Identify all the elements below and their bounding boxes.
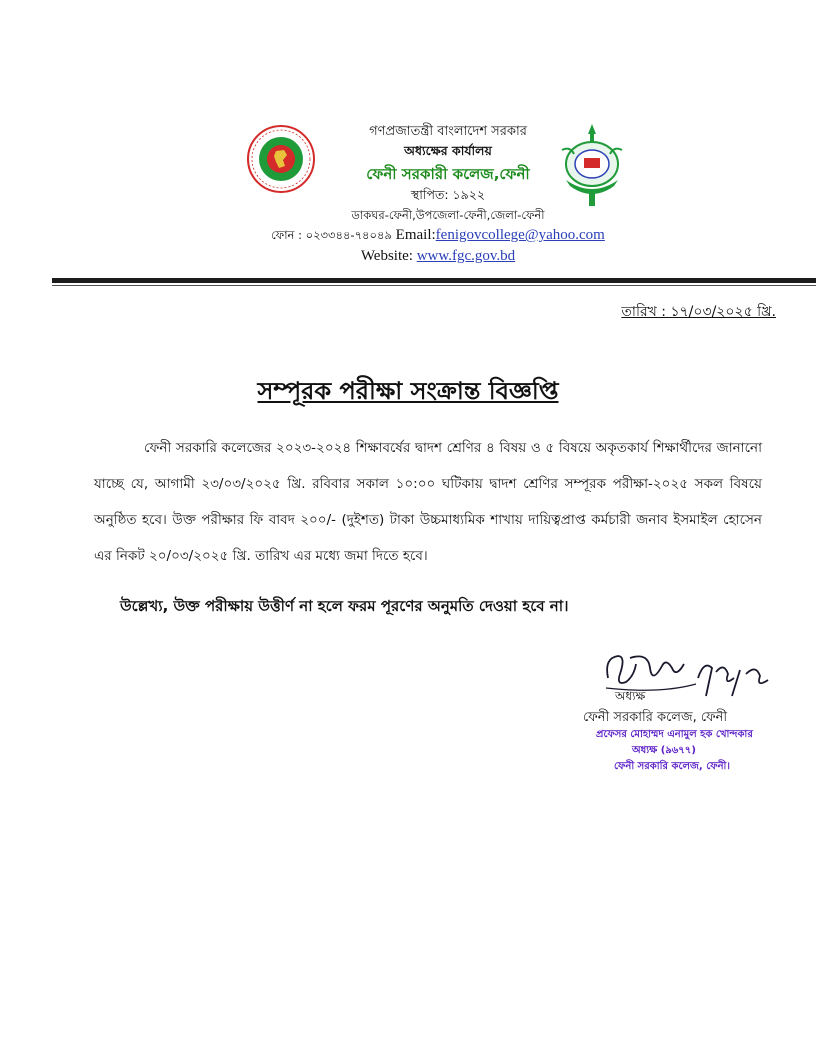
email-link[interactable]: fenigovcollege@yahoo.com [435,227,605,243]
notice-body: ফেনী সরকারি কলেজের ২০২৩-২০২৪ শিক্ষাবর্ষের দ্বাদশ শ্রেণির ৪ বিষয় ও ৫ বিষয়ে অকৃতকার্য শিক্ষার্থীদের জানানো যাচ্ছে যে, আগামী ২৩/০৩/২০২৫ খ্রি. রবিবার সকাল ১০:০০ ঘটিকায় দ্বাদশ শ্রেণির সম্পূরক পরীক্ষা-২০২৫ সকল বিষয়ে অনুষ্ঠিত হবে। উক্ত পরীক্ষার ফি বাবদ ২০০/- (দুইশত) টাকা উচ্চমাধ্যমিক শাখায় দায়িত্বপ্রাপ্ত কর্মচারী জনাব ইসমাইল হোসেন এর নিকট ২০/০৩/২০২৫ খ্রি. তারিখ এর মধ্যে জমা দিতে হবে। [94,440,762,564]
phone-number: ফোন : ০২৩৩৪৪-৭৪০৪৯ [271,228,392,242]
college-name: ফেনী সরকারী কলেজ,ফেনী [366,165,530,183]
notice-note: উল্লেখ্য, উক্ত পরীক্ষায় উত্তীর্ণ না হলে ফরম পূরণের অনুমতি দেওয়া হবে না। [120,597,569,615]
stamp-name: প্রফেসর মোহাম্মদ এনামুল হক খোন্দকার [596,729,753,740]
notice-title [0,373,816,413]
header-divider-thin [52,285,816,286]
stamp-college: ফেনী সরকারি কলেজ, ফেনী। [614,761,730,772]
contact-line [30,227,816,246]
office-name: অধ্যক্ষের কার্যালয় [404,143,492,158]
header-divider-thick [52,278,816,283]
signature-designation: অধ্যক্ষ [615,689,646,703]
established-year: স্থাপিত: ১৯২২ [410,187,485,202]
website-link[interactable]: www.fgc.gov.bd [416,248,516,264]
email-label: Email: [395,227,436,243]
stamp-designation: অধ্যক্ষ (৯৬৭৭) [632,745,696,756]
address: ডাকঘর-ফেনী,উপজেলা-ফেনী,জেলা-ফেনী [351,208,545,222]
signature-college: ফেনী সরকারি কলেজ, ফেনী [583,710,728,725]
government-name: গণপ্রজাতন্ত্রী বাংলাদেশ সরকার [369,124,527,139]
website-line [30,248,816,265]
website-label: Website: [360,248,413,264]
notice-date: তারিখ : ১৭/০৩/২০২৫ খ্রি. [621,304,776,320]
notice-title-text: সম্পূরক পরীক্ষা সংক্রান্ত বিজ্ঞপ্তি [257,377,559,405]
